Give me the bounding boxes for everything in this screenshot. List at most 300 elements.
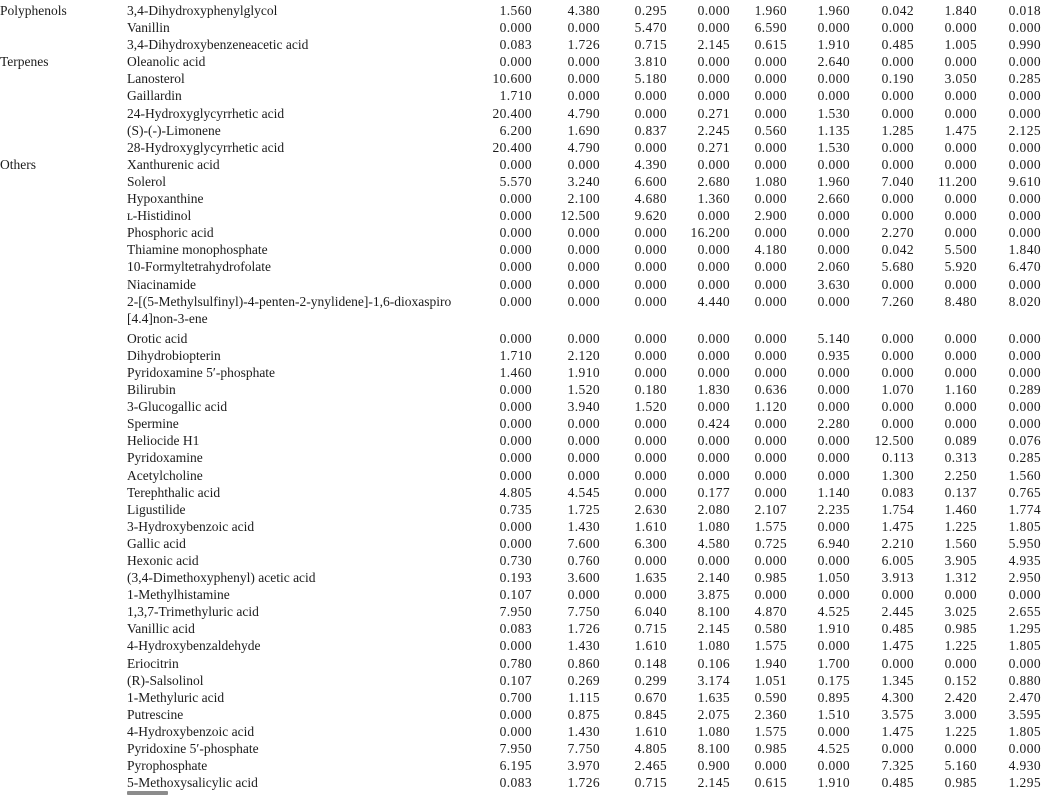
value-cell: 1.050 (817, 570, 850, 586)
value-cell: 2.950 (1008, 570, 1041, 586)
category-cell (0, 569, 127, 586)
value-cell: 4.545 (567, 484, 600, 500)
value-cell: 0.000 (881, 105, 914, 121)
value-cell: 0.560 (754, 122, 787, 138)
value-cell: 6.590 (754, 20, 787, 36)
value-cell: 0.000 (1008, 105, 1041, 121)
value-cell: 2.107 (754, 501, 787, 517)
value-cell: 7.325 (881, 758, 914, 774)
value-cell: 0.000 (567, 225, 600, 241)
value-cell: 2.100 (567, 191, 600, 207)
value-cell: 1.710 (499, 88, 532, 104)
value-cell: 0.000 (754, 758, 787, 774)
category-cell (0, 757, 127, 774)
category-cell (0, 347, 127, 364)
compound-name-cell (127, 740, 458, 757)
category-cell (0, 70, 127, 87)
value-cell: 0.000 (499, 54, 532, 70)
value-cell: 1.312 (944, 570, 977, 586)
value-cell: 0.177 (697, 484, 730, 500)
value-cell: 0.000 (567, 276, 600, 292)
category-cell (0, 637, 127, 654)
compound-name: 1-Methylhistamine (127, 587, 230, 603)
value-cell: 0.730 (499, 553, 532, 568)
category-cell (0, 276, 127, 293)
value-cell: 0.000 (499, 535, 532, 551)
value-cell: 0.000 (634, 139, 667, 155)
value-cell: 0.000 (697, 450, 730, 466)
value-cell: 3.970 (567, 758, 600, 774)
compound-name: (3,4-Dimethoxyphenyl) acetic acid (127, 570, 316, 586)
value-cell: 0.000 (944, 88, 977, 104)
value-cell: 2.060 (817, 259, 850, 275)
value-cell: 0.000 (499, 450, 532, 466)
value-cell: 0.000 (754, 330, 787, 346)
value-cell: 0.000 (697, 553, 730, 568)
value-cell: 2.270 (881, 225, 914, 241)
metabolite-table (0, 2, 1041, 791)
value-cell: 2.245 (697, 122, 730, 138)
value-cell: 0.000 (1008, 655, 1041, 671)
value-cell: 1.225 (944, 638, 977, 654)
table-row (0, 415, 1041, 432)
value-cell: 0.725 (754, 535, 787, 551)
table-row (0, 706, 1041, 723)
value-cell: 0.000 (499, 399, 532, 415)
value-cell: 1.610 (634, 723, 667, 739)
value-cell: 0.000 (881, 54, 914, 70)
value-cell: 1.140 (817, 484, 850, 500)
category-cell (0, 190, 127, 207)
value-cell: 1.635 (697, 689, 730, 705)
value-cell: 2.145 (697, 775, 730, 791)
value-cell: 20.400 (492, 139, 532, 155)
value-cell: 7.750 (567, 741, 600, 757)
value-cell: 6.600 (634, 173, 667, 189)
value-cell: 0.000 (754, 225, 787, 241)
compound-name: Heliocide H1 (127, 433, 200, 449)
value-cell: 0.000 (634, 467, 667, 483)
value-cell: 1.430 (567, 638, 600, 654)
value-cell: 1.295 (1008, 621, 1041, 637)
value-cell: 0.000 (1008, 225, 1041, 241)
compound-name-cell (127, 36, 458, 53)
table-row (0, 552, 1041, 569)
value-cell: 0.000 (817, 242, 850, 258)
value-cell: 0.000 (634, 242, 667, 258)
value-cell: 0.000 (634, 364, 667, 380)
value-cell: 1.960 (754, 3, 787, 18)
compound-name: Spermine (127, 416, 179, 432)
value-cell: 0.083 (499, 621, 532, 637)
table-row (0, 603, 1041, 620)
table-row (0, 53, 1041, 70)
value-cell: 1.575 (754, 723, 787, 739)
value-cell: 0.000 (499, 467, 532, 483)
value-cell: 8.100 (697, 604, 730, 620)
value-cell: 0.990 (1008, 37, 1041, 53)
value-cell: 0.000 (817, 364, 850, 380)
category-cell (0, 327, 127, 347)
value-cell: 0.000 (881, 139, 914, 155)
value-cell: 0.000 (817, 382, 850, 398)
category-cell (0, 689, 127, 706)
value-cell: 0.000 (944, 191, 977, 207)
value-cell: 0.299 (634, 672, 667, 688)
value-cell: 1.960 (817, 3, 850, 18)
value-cell: 1.635 (634, 570, 667, 586)
table-row (0, 327, 1041, 347)
value-cell: 0.000 (817, 225, 850, 241)
value-cell: 0.000 (567, 20, 600, 36)
value-cell: 1.225 (944, 723, 977, 739)
value-cell: 0.875 (567, 706, 600, 722)
value-cell: 0.089 (944, 433, 977, 449)
value-cell: 6.200 (499, 122, 532, 138)
value-cell: 0.000 (499, 518, 532, 534)
value-cell: 1.575 (754, 518, 787, 534)
value-cell: 1.710 (499, 347, 532, 363)
value-cell: 4.790 (567, 139, 600, 155)
value-cell: 3.630 (817, 276, 850, 292)
value-cell: 0.106 (697, 655, 730, 671)
compound-name: Orotic acid (127, 330, 188, 346)
value-cell: 1.910 (817, 621, 850, 637)
value-cell: 0.000 (1008, 191, 1041, 207)
value-cell: 0.000 (817, 467, 850, 483)
compound-name: Bilirubin (127, 382, 176, 398)
category-cell (0, 19, 127, 36)
value-cell: 0.895 (817, 689, 850, 705)
value-cell: 0.485 (881, 621, 914, 637)
value-cell: 6.470 (1008, 259, 1041, 275)
compound-name: Xanthurenic acid (127, 156, 220, 172)
compound-name-cell (127, 364, 458, 381)
value-cell: 0.083 (881, 484, 914, 500)
compound-name-cell (127, 518, 458, 535)
value-cell: 0.000 (754, 553, 787, 568)
value-cell: 1.135 (817, 122, 850, 138)
value-cell: 1.910 (817, 37, 850, 53)
value-cell: 2.420 (944, 689, 977, 705)
value-cell: 0.000 (697, 156, 730, 172)
category-cell (0, 36, 127, 53)
compound-name: Oleanolic acid (127, 54, 206, 70)
value-cell: 0.985 (754, 741, 787, 757)
value-cell: 4.930 (1008, 758, 1041, 774)
value-cell: 0.285 (1008, 71, 1041, 87)
value-cell: 6.300 (634, 535, 667, 551)
value-cell: 0.000 (944, 364, 977, 380)
value-cell: 2.630 (634, 501, 667, 517)
value-cell: 0.000 (881, 330, 914, 346)
compound-name-cell (127, 53, 458, 70)
value-cell: 0.000 (944, 399, 977, 415)
value-cell: 0.000 (697, 259, 730, 275)
value-cell: 0.000 (944, 276, 977, 292)
value-cell: 1.754 (881, 501, 914, 517)
value-cell: 1.530 (817, 139, 850, 155)
value-cell: 0.000 (754, 54, 787, 70)
category-cell (0, 381, 127, 398)
value-cell: 1.080 (754, 173, 787, 189)
value-cell: 0.000 (944, 20, 977, 36)
value-cell: 6.040 (634, 604, 667, 620)
compound-name-cell (127, 241, 458, 258)
category-cell (0, 241, 127, 258)
compound-name: 1-Methyluric acid (127, 689, 225, 705)
value-cell: 1.690 (567, 122, 600, 138)
value-cell: 0.000 (567, 242, 600, 258)
compound-name: Vanillin (127, 20, 170, 36)
category-label: Terpenes (0, 54, 49, 70)
value-cell: 0.269 (567, 672, 600, 688)
value-cell: 0.000 (817, 553, 850, 568)
table-row (0, 276, 1041, 293)
compound-name-cell (127, 586, 458, 603)
value-cell: 0.000 (754, 587, 787, 603)
value-cell: 0.000 (567, 88, 600, 104)
value-cell: 0.000 (817, 638, 850, 654)
value-cell: 4.580 (697, 535, 730, 551)
value-cell: 0.985 (944, 621, 977, 637)
value-cell: 1.610 (634, 638, 667, 654)
category-cell (0, 518, 127, 535)
compound-name-cell (127, 122, 458, 139)
compound-name-cell (127, 655, 458, 672)
value-cell: 2.080 (697, 501, 730, 517)
value-cell: 0.000 (697, 276, 730, 292)
value-cell: 1.560 (499, 3, 532, 18)
compound-name-cell (127, 224, 458, 241)
value-cell: 0.000 (817, 293, 850, 309)
value-cell: 1.225 (944, 518, 977, 534)
value-cell: 2.140 (697, 570, 730, 586)
value-cell: 2.680 (697, 173, 730, 189)
value-cell: 0.313 (944, 450, 977, 466)
value-cell: 4.525 (817, 741, 850, 757)
compound-name-cell (127, 105, 458, 122)
compound-name-cell (127, 637, 458, 654)
compound-name: Pyridoxine 5′-phosphate (127, 741, 259, 757)
value-cell: 0.837 (634, 122, 667, 138)
category-cell (0, 672, 127, 689)
compound-name-cell (127, 173, 458, 190)
value-cell: 0.000 (567, 71, 600, 87)
value-cell: 0.670 (634, 689, 667, 705)
category-cell (0, 740, 127, 757)
value-cell: 3.174 (697, 672, 730, 688)
value-cell: 1.345 (881, 672, 914, 688)
value-cell: 1.080 (697, 723, 730, 739)
value-cell: 2.660 (817, 191, 850, 207)
compound-name-cell (127, 672, 458, 689)
compound-name: Pyrophosphate (127, 758, 208, 774)
compound-name-cell (127, 501, 458, 518)
value-cell: 0.113 (882, 450, 914, 466)
value-cell: 0.271 (697, 139, 730, 155)
table-row (0, 70, 1041, 87)
value-cell: 0.190 (881, 71, 914, 87)
value-cell: 0.000 (634, 225, 667, 241)
value-cell: 0.000 (754, 71, 787, 87)
value-cell: 0.000 (567, 450, 600, 466)
table-row (0, 36, 1041, 53)
category-cell (0, 122, 127, 139)
value-cell: 0.000 (1008, 347, 1041, 363)
value-cell: 0.000 (944, 208, 977, 224)
value-cell: 0.000 (817, 587, 850, 603)
table-row (0, 569, 1041, 586)
value-cell: 0.083 (499, 775, 532, 791)
value-cell: 0.000 (634, 330, 667, 346)
value-cell: 0.000 (634, 484, 667, 500)
compound-name: 5-Methoxysalicylic acid (127, 775, 258, 791)
value-cell: 1.285 (881, 122, 914, 138)
compound-name: 3-Glucogallic acid (127, 399, 228, 415)
value-cell: 0.000 (881, 208, 914, 224)
value-cell: 0.148 (634, 655, 667, 671)
table-row (0, 207, 1041, 224)
table-row (0, 398, 1041, 415)
table-row (0, 258, 1041, 275)
compound-name: 3,4-Dihydroxyphenylglycol (127, 3, 278, 18)
value-cell: 2.250 (944, 467, 977, 483)
category-cell (0, 774, 127, 791)
value-cell: 1.520 (634, 399, 667, 415)
value-cell: 0.000 (817, 71, 850, 87)
value-cell: 0.485 (881, 37, 914, 53)
value-cell: 0.735 (499, 501, 532, 517)
table-row (0, 347, 1041, 364)
table-row (0, 586, 1041, 603)
value-cell: 1.430 (567, 723, 600, 739)
value-cell: 4.870 (754, 604, 787, 620)
value-cell: 1.051 (754, 672, 787, 688)
value-cell: 0.000 (634, 553, 667, 568)
value-cell: 0.000 (881, 20, 914, 36)
value-cell: 0.000 (817, 208, 850, 224)
compound-name-cell (127, 449, 458, 466)
value-cell: 3.575 (881, 706, 914, 722)
table-row (0, 122, 1041, 139)
compound-name-cell (127, 484, 458, 501)
table-row (0, 293, 1041, 327)
value-cell: 0.000 (499, 156, 532, 172)
value-cell: 8.480 (944, 293, 977, 309)
value-cell: 6.940 (817, 535, 850, 551)
table-row (0, 190, 1041, 207)
value-cell: 0.000 (634, 88, 667, 104)
value-cell: 1.160 (944, 382, 977, 398)
value-cell: 1.070 (881, 382, 914, 398)
compound-name-cell (127, 620, 458, 637)
compound-name-cell (127, 415, 458, 432)
value-cell: 0.000 (754, 259, 787, 275)
value-cell: 0.615 (754, 775, 787, 791)
value-cell: 0.000 (499, 706, 532, 722)
value-cell: 2.075 (697, 706, 730, 722)
table-row (0, 449, 1041, 466)
value-cell: 0.000 (499, 293, 532, 309)
value-cell: 0.880 (1008, 672, 1041, 688)
value-cell: 0.000 (1008, 276, 1041, 292)
value-cell: 1.080 (697, 518, 730, 534)
value-cell: 0.000 (754, 467, 787, 483)
value-cell: 0.152 (944, 672, 977, 688)
value-cell: 0.000 (567, 416, 600, 432)
clipped-next-row-fragment (127, 791, 168, 795)
category-cell (0, 224, 127, 241)
value-cell: 5.470 (634, 20, 667, 36)
value-cell: 0.000 (754, 433, 787, 449)
value-cell: 3.240 (567, 173, 600, 189)
category-cell (0, 173, 127, 190)
value-cell: 0.900 (697, 758, 730, 774)
table-row (0, 2, 1041, 19)
value-cell: 1.475 (881, 518, 914, 534)
compound-name: Gallic acid (127, 535, 186, 551)
value-cell: 0.180 (634, 382, 667, 398)
value-cell: 1.725 (567, 501, 600, 517)
value-cell: 0.000 (697, 54, 730, 70)
table-row (0, 757, 1041, 774)
value-cell: 0.000 (1008, 88, 1041, 104)
value-cell: 1.840 (1008, 242, 1041, 258)
value-cell: 1.726 (567, 775, 600, 791)
table-row (0, 467, 1041, 484)
value-cell: 3.905 (944, 553, 977, 568)
value-cell: 1.805 (1008, 638, 1041, 654)
compound-name: Eriocitrin (127, 655, 179, 671)
value-cell: 1.295 (1008, 775, 1041, 791)
value-cell: 0.000 (567, 467, 600, 483)
value-cell: 3.050 (944, 71, 977, 87)
value-cell: 0.000 (634, 433, 667, 449)
compound-name: Pyridoxamine (127, 450, 203, 466)
value-cell: 2.120 (567, 347, 600, 363)
compound-name: 3,4-Dihydroxybenzeneacetic acid (127, 37, 309, 53)
value-cell: 0.000 (1008, 416, 1041, 432)
paper-table-page (0, 2, 1049, 795)
value-cell: 1.805 (1008, 518, 1041, 534)
value-cell: 1.115 (568, 689, 600, 705)
category-cell (0, 139, 127, 156)
value-cell: 2.900 (754, 208, 787, 224)
value-cell: 0.000 (881, 276, 914, 292)
value-cell: 2.280 (817, 416, 850, 432)
value-cell: 5.950 (1008, 535, 1041, 551)
value-cell: 0.000 (944, 156, 977, 172)
value-cell: 0.000 (567, 433, 600, 449)
value-cell: 0.000 (881, 347, 914, 363)
value-cell: 0.000 (881, 741, 914, 757)
table-row (0, 156, 1041, 173)
value-cell: 3.595 (1008, 706, 1041, 722)
value-cell: 0.000 (881, 364, 914, 380)
table-row (0, 484, 1041, 501)
value-cell: 1.560 (944, 535, 977, 551)
value-cell: 0.000 (499, 259, 532, 275)
value-cell: 0.000 (1008, 399, 1041, 415)
compound-name: ʟ-Histidinol (127, 208, 192, 224)
value-cell: 4.805 (499, 484, 532, 500)
value-cell: 0.485 (881, 775, 914, 791)
value-cell: 1.530 (817, 105, 850, 121)
value-cell: 3.913 (881, 570, 914, 586)
value-cell: 1.700 (817, 655, 850, 671)
value-cell: 0.000 (697, 242, 730, 258)
